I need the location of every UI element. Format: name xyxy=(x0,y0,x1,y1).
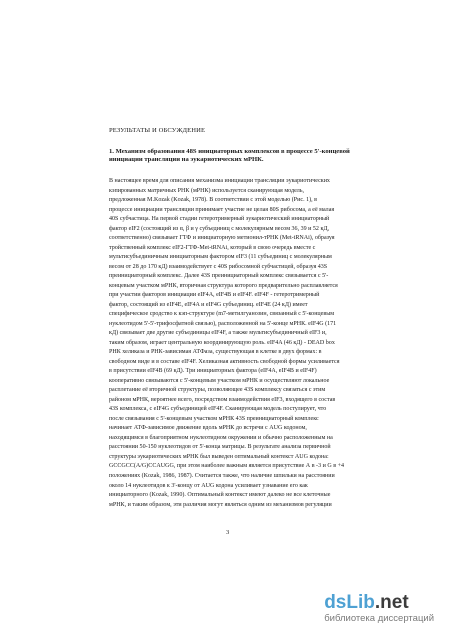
body-text-line: концевым участком мРНК, вторичная структура которого предварительно расплавляется xyxy=(109,282,338,289)
body-text-line: свободном виде и в составе eIF4F. Хеликазная активность свободной формы усиливается xyxy=(109,358,340,365)
body-text-line: РНК хеликаза и РНК-зависимая АТФаза, существующая в клетке в двух формах: в xyxy=(109,349,322,356)
body-text-line: структуры эукариотических мРНК был выведен оптимальный контекст AUG кодона: xyxy=(109,453,329,460)
body-text-line: GCCGCC(A/G)CCAUGG, при этом наиболее важным является присутствие А в -3 и G в +4 xyxy=(109,463,345,470)
watermark-logo-part2: .net xyxy=(374,592,409,613)
body-text-line: начинает АТФ-зависимое движение вдоль мРНК до встречи с AUG кодоном, xyxy=(109,425,307,432)
body-text-line: в присутствии eIF4B (69 кД). Три инициаторных фактора (eIF4A, eIF4B и eIF4F) xyxy=(109,368,317,375)
body-text-line: 40S субчастица. На первой стадии гетеротримерный эукариотический инициаторный xyxy=(109,216,330,223)
body-text-line: при участии факторов инициации eIF4A, eIF4B и eIF4F. eIF4F - гетеротримерный xyxy=(109,292,320,299)
body-text-line: районом мРНК, вероятнее всего, посредством взаимодействия eIF3, входящего в состав xyxy=(109,396,336,403)
body-text-line: предложенная М.Kozak (Kozak, 1978). В соответствии с этой моделью (Рис. 1), в xyxy=(109,197,318,204)
body-text-line: В настоящее время для описания механизма инициации трансляции эукариотических xyxy=(109,178,330,184)
watermark-logo-text xyxy=(324,593,434,613)
body-text-line: фактор, состоящий из eIF4E, eIF4A и eIF4G субъединиц. eIF4E (24 кД) имеет xyxy=(109,301,308,308)
body-text-line: таким образом, играет центральную координирующую роль. eIF4A (46 кД) - DEAD box xyxy=(109,339,335,346)
body-text-line: 43S комплекса, с eIF4G субъединицей eIF4F. Сканирующая модель постулирует, что xyxy=(109,406,327,413)
body-text-line: нуклеотидом 5'-5'-трифосфатной связью), расположенной на 5'-конце мРНК. eIF4G (171 xyxy=(109,320,337,327)
body-text-line: мультисубъединичным инициаторным фактором eIF3 (11 субъединиц с молекулярным xyxy=(109,254,332,261)
body-text-line: положениях (Kozak, 1986, 1987). Считается также, что наличие шпильки на расстоянии xyxy=(109,472,335,479)
body-text-line: расстоянии 50-150 нуклеотидов от 5'-конца матрицы. В результате анализа первичной xyxy=(109,444,331,451)
body-text-line: фактор eIF2 (состоящий из α, β и γ субъединиц с молекулярным весом 36, 39 и 52 кД, xyxy=(109,225,330,232)
body-text-line: инициаторного (Kozak, 1990). Оптимальный контекст имеют далеко не все клеточные xyxy=(109,492,331,499)
body-text-line: около 14 нуклеотидов к 3'-концу от AUG кодона усиливает узнавание его как xyxy=(109,482,308,489)
body-text-line: мРНК, и таким образом, эти различия могут являться одним из механизмов регуляции xyxy=(109,501,332,508)
section-title: 1. Механизм образования 48S инициаторных комплексов в процессе 5'-концевой инициации трансляции на эукариотических мРНК. xyxy=(109,148,350,164)
page-number: 3 xyxy=(226,529,230,536)
body-text-line: кД) связывает две другие субъединицы eIF4F, а также мультисубъединичный eIF3 и, xyxy=(109,330,327,337)
body-text-line: процессе инициации трансляции принимает участие не целая 80S рибосома, а её малая xyxy=(109,206,335,213)
watermark-logo xyxy=(324,593,434,624)
body-text-line: тройственный комплекс eIF2-ГТФ-Met-tRNAi, который в свою очередь вместе с xyxy=(109,244,316,251)
body-text-line: кооперативно связываются с 5'-концевым участком мРНК и осуществляют локальное xyxy=(109,377,330,384)
body-text-line: находящимся в благоприятном нуклеотидном окружении и обычно расположенным на xyxy=(109,434,333,441)
body-text-line: весом от 28 до 170 кД) взаимодействует с 40S рибосомной субчастицей, образуя 43S xyxy=(109,263,328,270)
body-text-line: соответственно) связывает ГТФ и инициаторную метионил-тРНК (Met-tRNAi), образуя xyxy=(109,235,335,242)
page-heading: РЕЗУЛЬТАТЫ И ОБСУЖДЕНИЕ xyxy=(109,127,206,134)
body-text-line: после связывания с 5'-концевым участком мРНК 43S преинициаторный комплекс xyxy=(109,415,319,422)
body-text-line: расплетание её вторичной структуры, позволяющее 43S комплексу связаться с этим xyxy=(109,387,326,394)
body-text-line: специфическое сродство к кэп-структуре (m7-метилгуанозин, связанный с 5'-концевым xyxy=(109,311,335,318)
body-text-line: преинициаторный комплекс. Далее 43S преинициаторный комплекс связывается с 5'- xyxy=(109,273,329,280)
body-text-line: кэпированных матричных РНК (мРНК) используется сканирующая модель, xyxy=(109,187,305,194)
body-text xyxy=(109,177,359,510)
watermark-subtitle: библиотека диссертаций xyxy=(324,613,434,624)
watermark-logo-part1: dsLib xyxy=(324,592,375,613)
